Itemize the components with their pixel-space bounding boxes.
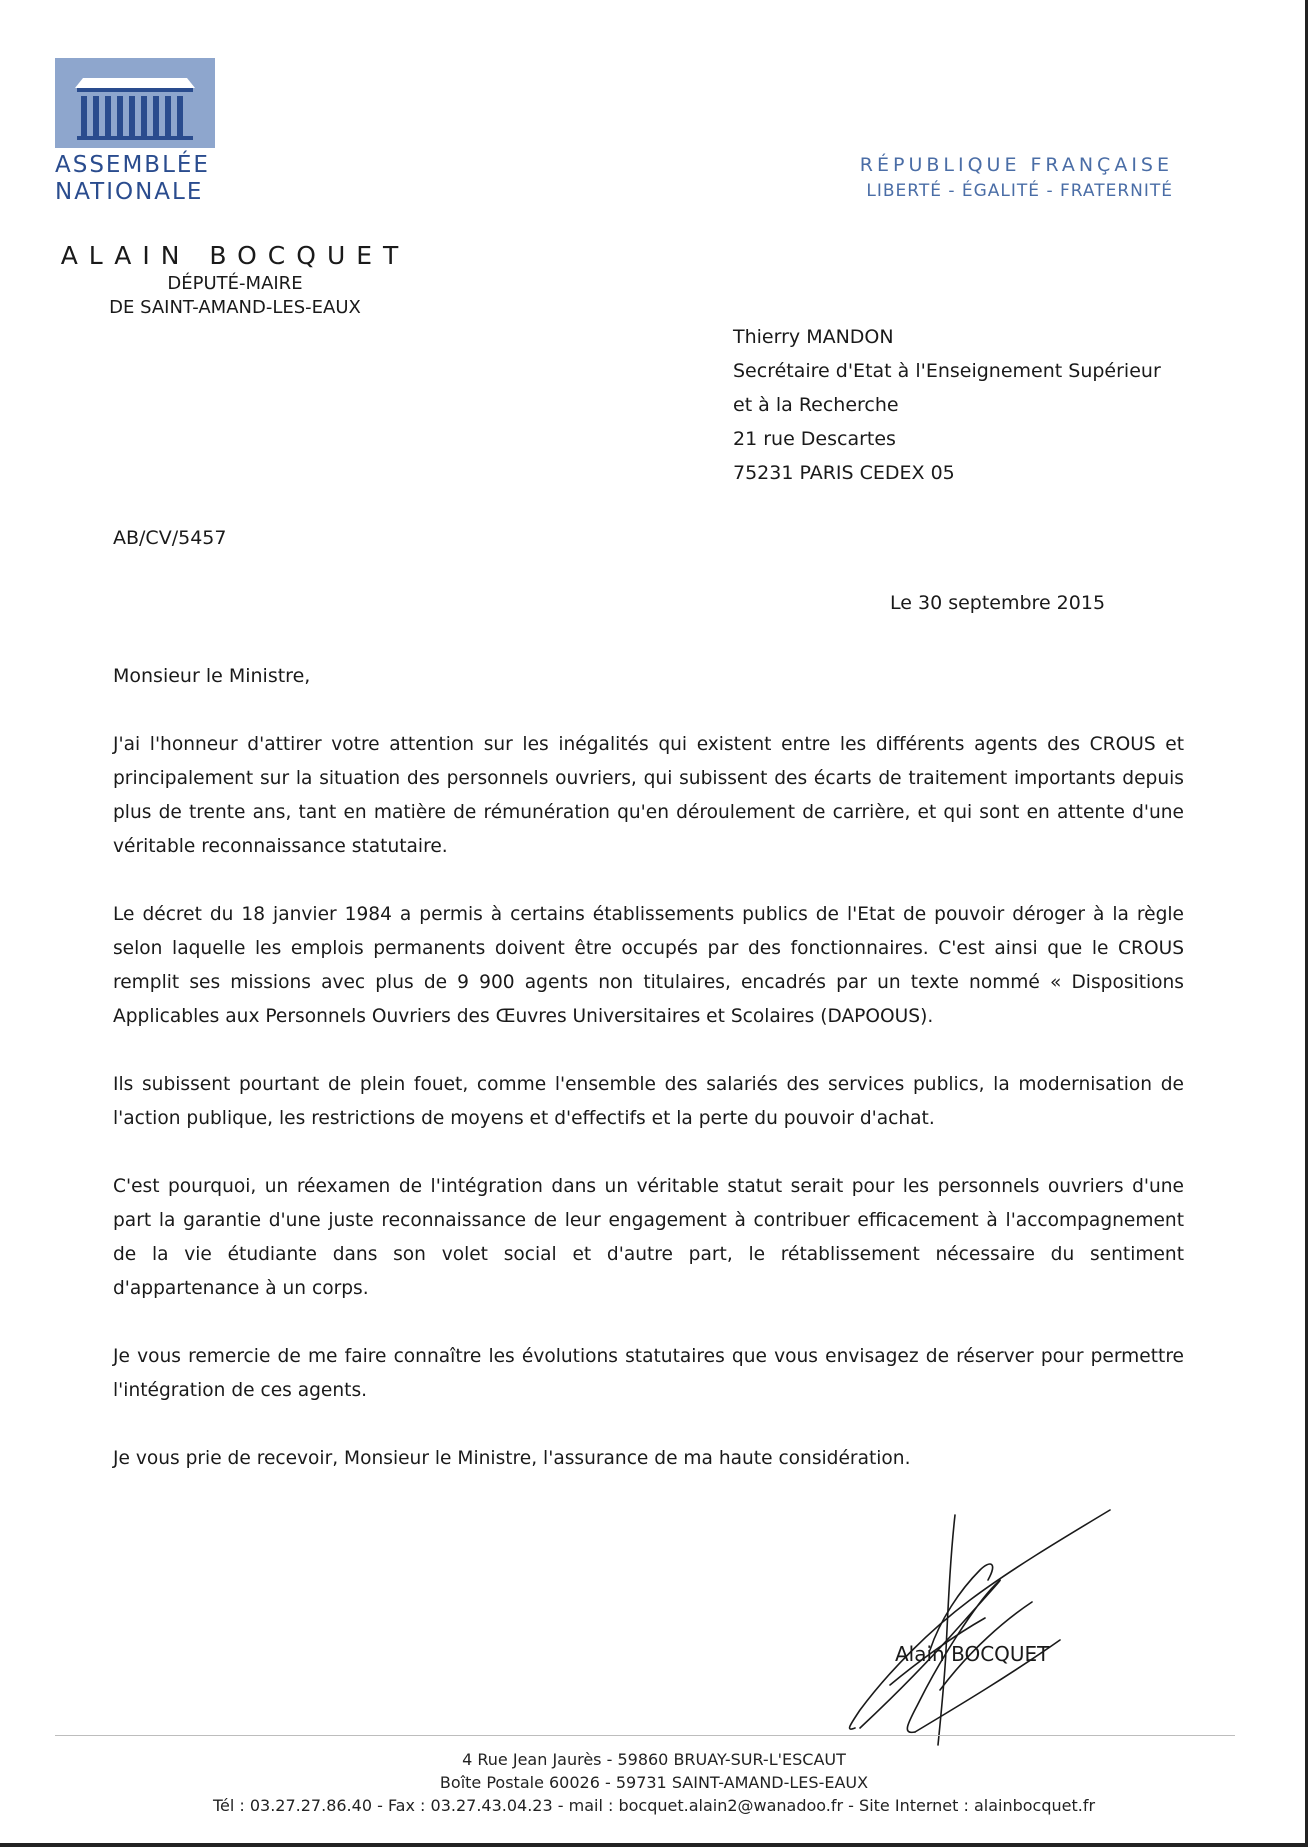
institution-line-1: ASSEMBLÉE xyxy=(55,152,210,178)
salutation: Monsieur le Ministre, xyxy=(113,665,311,687)
sender-block xyxy=(55,240,415,320)
signatory-name: Alain BOCQUET xyxy=(895,1642,1050,1666)
recipient-line: 75231 PARIS CEDEX 05 xyxy=(733,462,955,484)
republic-motto: LIBERTÉ - ÉGALITÉ - FRATERNITÉ xyxy=(866,181,1173,201)
footer-contact: Tél : 03.27.27.86.40 - Fax : 03.27.43.04.23 - mail : bocquet.alain2@wanadoo.fr - Site Internet : alainbocquet.fr xyxy=(212,1796,1096,1815)
recipient-line: et à la Recherche xyxy=(733,394,899,416)
sender-title: DÉPUTÉ-MAIRE xyxy=(167,273,303,294)
footer-address: 4 Rue Jean Jaurès - 59860 BRUAY-SUR-L'ESCAUT xyxy=(462,1750,846,1769)
institution-line-2: NATIONALE xyxy=(55,179,204,205)
sender-name: ALAIN BOCQUET xyxy=(60,241,410,270)
recipient-address xyxy=(733,320,1161,490)
footer xyxy=(0,1748,1308,1817)
letter-reference: AB/CV/5457 xyxy=(113,527,227,549)
recipient-line: Secrétaire d'Etat à l'Enseignement Supérieur xyxy=(733,360,1161,382)
body-paragraph: Je vous remercie de me faire connaître les évolutions statutaires que vous envisagez de réserver pour permettre l'intégration de ces agents. xyxy=(113,1346,1184,1401)
recipient-line: 21 rue Descartes xyxy=(733,428,896,450)
footer-divider xyxy=(55,1735,1235,1736)
body-paragraph: Ils subissent pourtant de plein fouet, comme l'ensemble des salariés des services publics, la modernisation de l'action publique, les restrictions de moyens et d'effectifs et la perte du pouvoir d'achat. xyxy=(113,1074,1184,1129)
sender-city: DE SAINT-AMAND-LES-EAUX xyxy=(109,297,361,318)
body-paragraph: Le décret du 18 janvier 1984 a permis à certains établissements publics de l'Etat de pouvoir déroger à la règle selon laquelle les emplois permanents doivent être occupés par des fonctionnaires. C'est ainsi que le CROUS remplit ses missions avec plus de 9 900 agents non titulaires, encadrés par un texte nommé « Dispositions Applicables aux Personnels Ouvriers des Œuvres Universitaires et Scolaires (DAPOOUS). xyxy=(113,904,1184,1027)
letter-body xyxy=(113,728,1184,1510)
body-paragraph: J'ai l'honneur d'attirer votre attention sur les inégalités qui existent entre les différents agents des CROUS et principalement sur la situation des personnels ouvriers, qui subissent des écarts de traitement importants depuis plus de trente ans, tant en matière de rémunération qu'en déroulement de carrière, et qui sont en attente d'une véritable reconnaissance statutaire. xyxy=(113,734,1184,857)
letter-date: Le 30 septembre 2015 xyxy=(890,592,1106,614)
assembly-building-icon xyxy=(55,58,215,148)
closing-paragraph: Je vous prie de recevoir, Monsieur le Ministre, l'assurance de ma haute considération. xyxy=(113,1448,911,1469)
body-paragraph: C'est pourquoi, un réexamen de l'intégration dans un véritable statut serait pour les personnels ouvriers d'une part la garantie d'une juste reconnaissance de leur engagement à contribuer efficacement à l'accompagnement de la vie étudiante dans son volet social et d'autre part, le rétablissement nécessaire du sentiment d'appartenance à un corps. xyxy=(113,1176,1184,1299)
handwritten-signature xyxy=(770,1500,1130,1750)
assemblee-nationale-logo xyxy=(55,58,215,206)
footer-postal: Boîte Postale 60026 - 59731 SAINT-AMAND-LES-EAUX xyxy=(439,1773,869,1792)
republic-header xyxy=(860,152,1173,204)
institution-name xyxy=(55,152,215,206)
republic-title: RÉPUBLIQUE FRANÇAISE xyxy=(859,154,1173,176)
page-edge-bottom xyxy=(0,1843,1308,1847)
recipient-line: Thierry MANDON xyxy=(733,326,894,348)
